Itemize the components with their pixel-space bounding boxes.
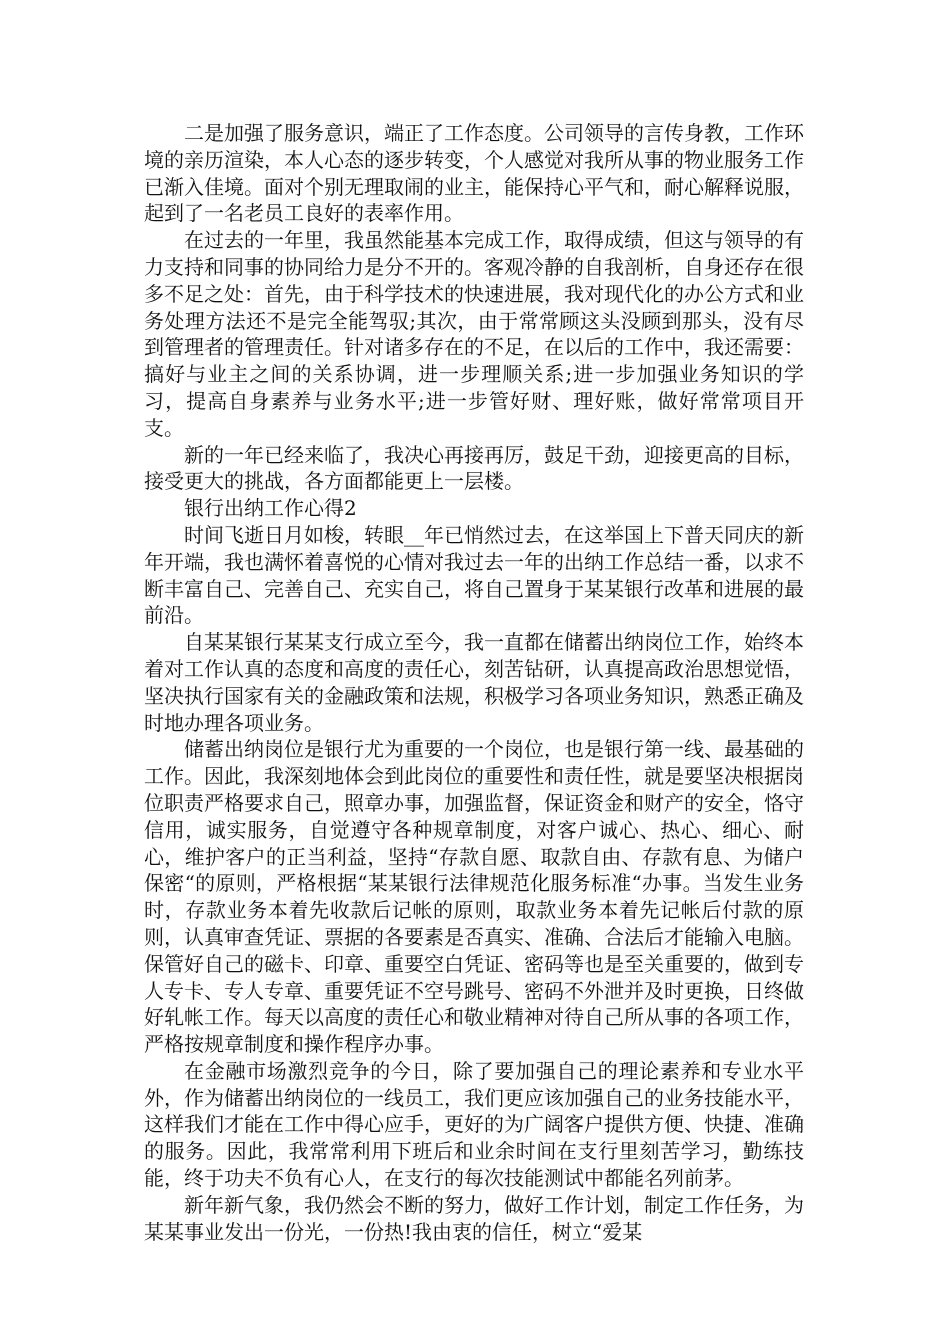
section-heading: 银行出纳工作心得2 xyxy=(184,496,357,521)
paragraph-self-analysis: 在过去的一年里，我虽然能基本完成工作，取得成绩，但这与领导的有力支持和同事的协同给力是分不开的。客观冷静的自我剖析，自身还存在很多不足之处：首先，由于科学技术的快速进展，我对现代化的办公方式和业务处理方法还不是完全能驾驭;其次，由于常常顾这头没顾到那头，没有尽到管理者的管理责任。针对诸多存在的不足，在以后的工作中，我还需要：搞好与业主之间的关系协调，进一步理顺关系;进一步加强业务知识的学习，提高自身素养与业务水平;进一步管好财、理好账，做好常常项目开支。 xyxy=(144,228,804,440)
paragraph-cashier-position: 自某某银行某某支行成立至今，我一直都在储蓄出纳岗位工作，始终本着对工作认真的态度和高度的责任心，刻苦钻研，认真提高政治思想觉悟，坚决执行国家有关的金融政策和法规，积极学习各项业务知识，熟悉正确及时地办理各项业务。 xyxy=(144,630,804,735)
paragraph-new-year-resolve: 新的一年已经来临了，我决心再接再厉，鼓足干劲，迎接更高的目标，接受更大的挑战，各方面都能更上一层楼。 xyxy=(144,442,804,494)
paragraph-year-review: 时间飞逝日月如梭，转眼__年已悄然过去，在这举国上下普天同庆的新年开端，我也满怀着喜悦的心情对我过去一年的出纳工作总结一番，以求不断丰富自己、完善自己、充实自己，将自己置身于某某银行改革和进展的最前沿。 xyxy=(144,522,804,628)
paragraph-service-attitude: 二是加强了服务意识，端正了工作态度。公司领导的言传身教，工作环境的亲历渲染，本人心态的逐步转变，个人感觉对我所从事的物业服务工作已渐入佳境。面对个别无理取闹的业主，能保持心平气和，耐心解释说服，起到了一名老员工良好的表率作用。 xyxy=(144,121,804,226)
paragraph-skill-improvement: 在金融市场激烈竞争的今日，除了要加强自己的理论素养和专业水平外，作为储蓄出纳岗位的一线员工，我们更应该加强自己的业务技能水平，这样我们才能在工作中得心应手，更好的为广阔客户提供方便、快捷、准确的服务。因此，我常常利用下班后和业余时间在支行里刻苦学习，勤练技能，终于功夫不负有心人，在支行的每次技能测试中都能名列前茅。 xyxy=(144,1058,804,1191)
document-body xyxy=(144,120,804,1245)
paragraph-position-duties: 储蓄出纳岗位是银行尤为重要的一个岗位，也是银行第一线、最基础的工作。因此，我深刻地体会到此岗位的重要性和责任性，就是要坚决根据岗位职责严格要求自己，照章办事，加强监督，保证资金和财产的安全，恪守信用，诚实服务，自觉遵守各种规章制度，对客户诚心、热心、细心、耐心，维护客户的正当利益，坚持“存款自愿、取款自由、存款有息、为储户保密“的原则，严格根据“某某银行法律规范化服务标准“办事。当发生业务时，存款业务本着先收款后记帐的原则，取款业务本着先记帐后付款的原则，认真审查凭证、票据的各要素是否真实、准确、合法后才能输入电脑。保管好自己的磁卡、印章、重要空白凭证、密码等也是至关重要的，做到专人专卡、专人专章、重要凭证不空号跳号、密码不外泄并及时更换，日终做好轧帐工作。每天以高度的责任心和敬业精神对待自己所从事的各项工作，严格按规章制度和操作程序办事。 xyxy=(144,737,804,1057)
paragraph-new-year-plan: 新年新气象，我仍然会不断的努力，做好工作计划，制定工作任务，为某某事业发出一份光，一份热!我由衷的信任，树立“爱某 xyxy=(144,1192,804,1244)
